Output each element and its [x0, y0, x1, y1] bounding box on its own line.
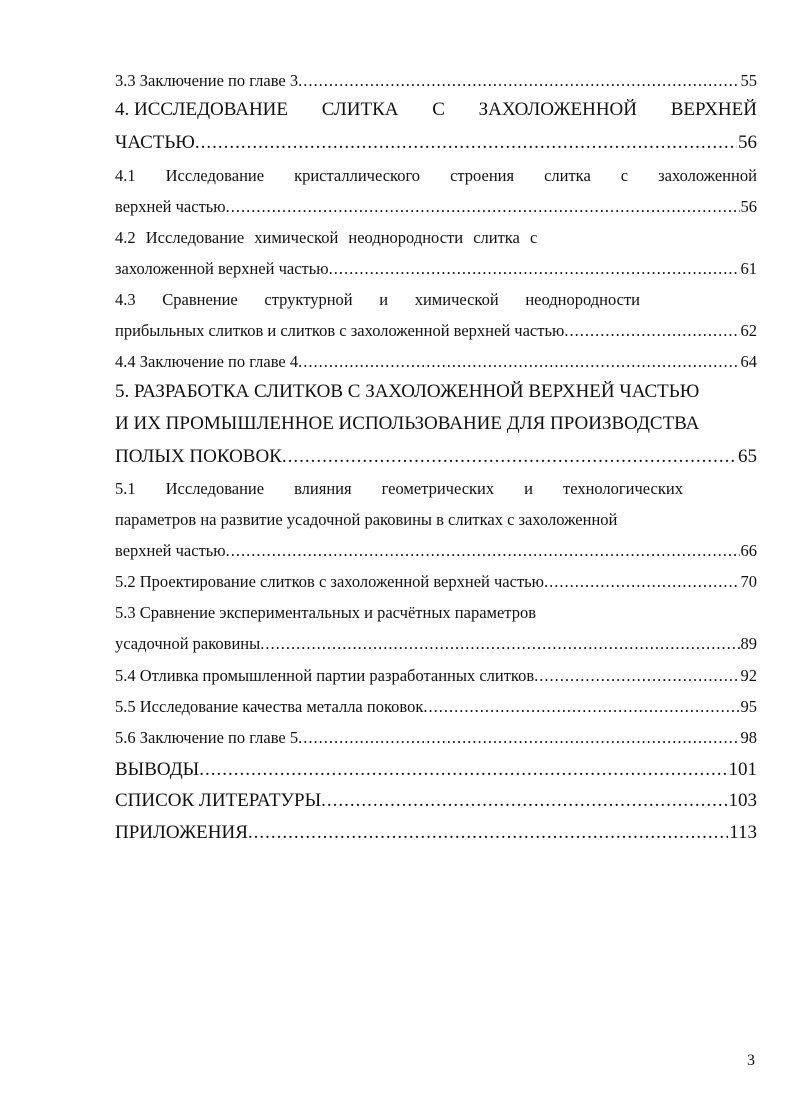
toc-entry-title: 3.3 Заключение по главе 3	[115, 71, 299, 90]
toc-entry-title: 5.2 Проектирование слитков с захоложенной верхней частью	[115, 572, 544, 591]
leader-dots	[534, 665, 739, 687]
toc-page-number: 92	[740, 666, 757, 685]
leader-dots	[298, 351, 739, 373]
toc-word: 4. ИССЛЕДОВАНИЕ	[115, 99, 289, 120]
toc-page-number: 66	[740, 541, 757, 560]
leader-dots	[423, 696, 739, 718]
toc-page-number: 98	[740, 728, 757, 747]
leader-dots	[226, 540, 740, 562]
toc-page-number: 56	[740, 197, 757, 216]
toc-word: Исследование	[165, 479, 265, 498]
toc-page-number: 56	[738, 132, 757, 153]
toc-word: СЛИТКА	[321, 99, 399, 120]
toc-chapter-5	[115, 446, 757, 468]
toc-chapter-5-title-line2: И ИХ ПРОМЫШЛЕННОЕ ИСПОЛЬЗОВАНИЕ ДЛЯ ПРОИЗВОДСТВА	[115, 413, 700, 434]
leader-dots	[544, 571, 740, 593]
toc-appendices	[115, 822, 757, 844]
toc-chapter-4	[115, 132, 757, 154]
toc-entry-4-4	[115, 351, 757, 373]
toc-entry-title: 4.4 Заключение по главе 4	[115, 352, 299, 371]
toc-entry-5-1-title	[115, 478, 683, 500]
toc-word: 4.3	[115, 290, 136, 309]
leader-dots	[226, 196, 740, 218]
toc-entry-title: ВЫВОДЫ	[115, 759, 200, 780]
leader-dots	[298, 727, 739, 749]
toc-entry-title: усадочной раковины	[115, 634, 261, 653]
toc-entry-5-3	[115, 633, 757, 655]
toc-word: 4.1	[115, 166, 136, 185]
toc-page-number: 55	[740, 71, 757, 90]
toc-page-number: 65	[738, 446, 757, 467]
toc-entry-title: прибыльных слитков и слитков с захоложенной верхней частью	[115, 321, 565, 340]
toc-word: Исследование	[165, 166, 265, 185]
toc-entry-5-1	[115, 540, 757, 562]
toc-word: ВЕРХНЕЙ	[670, 99, 757, 120]
toc-entry-title: 5.6 Заключение по главе 5	[115, 728, 299, 747]
toc-conclusions	[115, 759, 757, 781]
toc-entry-5-6	[115, 727, 757, 749]
leader-dots	[329, 258, 740, 280]
leader-dots	[199, 759, 727, 781]
toc-entry-4-1	[115, 196, 757, 218]
leader-dots	[321, 790, 727, 812]
toc-page-number: 70	[740, 572, 757, 591]
toc-entry-5-4	[115, 665, 757, 687]
toc-word: химической	[414, 290, 499, 309]
toc-page-number: 113	[729, 822, 757, 843]
toc-word: и	[524, 479, 533, 498]
toc-entry-title: захоложенной верхней частью	[115, 259, 329, 278]
toc-entry-5-2	[115, 571, 757, 593]
toc-chapter-4-title	[115, 99, 757, 121]
toc-entry-title: верхней частью	[115, 197, 226, 216]
toc-word: С	[432, 99, 445, 120]
toc-word: кристаллического	[294, 166, 421, 185]
toc-page-number: 89	[740, 634, 757, 653]
toc-entry-5-5	[115, 696, 757, 718]
toc-page-number: 64	[740, 352, 757, 371]
toc-entry-title: ЧАСТЬЮ	[115, 132, 195, 153]
toc-page-number: 61	[740, 259, 757, 278]
toc-entry-title: ПРИЛОЖЕНИЯ	[115, 822, 248, 843]
toc-chapter-5-title-line1: 5. РАЗРАБОТКА СЛИТКОВ С ЗАХОЛОЖЕННОЙ ВЕРХНЕЙ ЧАСТЬЮ	[115, 381, 700, 402]
toc-word: технологических	[563, 479, 683, 498]
toc-page-number: 95	[740, 697, 757, 716]
leader-dots	[282, 446, 737, 468]
toc-word: слитка	[544, 166, 591, 185]
toc-entry-5-1-title-line2: параметров на развитие усадочной раковины в слитках с захоложенной	[115, 510, 618, 529]
leader-dots	[298, 70, 739, 92]
leader-dots	[195, 132, 737, 154]
toc-entry-title: ПОЛЫХ ПОКОВОК	[115, 446, 282, 467]
toc-entry-title: СПИСОК ЛИТЕРАТУРЫ	[115, 790, 322, 811]
toc-entry-4-2-title: 4.2 Исследование химической неоднородности слитка с	[115, 228, 538, 247]
toc-page-number: 101	[728, 759, 757, 780]
toc-page-number: 103	[728, 790, 757, 811]
toc-references	[115, 790, 757, 812]
toc-word: и	[379, 290, 389, 309]
toc-entry-4-1-title	[115, 165, 757, 187]
toc-entry-4-3-title	[115, 289, 640, 311]
toc-word: геометрических	[381, 479, 495, 498]
toc-entry-title: верхней частью	[115, 541, 226, 560]
toc-word: неоднородности	[525, 290, 640, 309]
toc-word: Сравнение	[162, 290, 238, 309]
toc-entry-4-3	[115, 320, 757, 342]
toc-word: с	[620, 166, 629, 185]
toc-word: строения	[450, 166, 515, 185]
leader-dots	[248, 822, 728, 844]
toc-entry-3-3	[115, 70, 757, 92]
toc-word: ЗАХОЛОЖЕННОЙ	[478, 99, 637, 120]
toc-entry-title: 5.5 Исследование качества металла поковок	[115, 697, 424, 716]
leader-dots	[260, 633, 739, 655]
toc-word: структурной	[264, 290, 353, 309]
toc-page-number: 62	[740, 321, 757, 340]
toc-entry-4-2	[115, 258, 757, 280]
leader-dots	[564, 320, 739, 342]
toc-word: влияния	[294, 479, 352, 498]
toc-word: 5.1	[115, 479, 136, 498]
toc-word: захоложенной	[658, 166, 757, 185]
toc-entry-title: 5.4 Отливка промышленной партии разработанных слитков	[115, 666, 535, 685]
toc-entry-5-3-title: 5.3 Сравнение экспериментальных и расчётных параметров	[115, 603, 536, 622]
page-number: 3	[747, 1052, 755, 1069]
